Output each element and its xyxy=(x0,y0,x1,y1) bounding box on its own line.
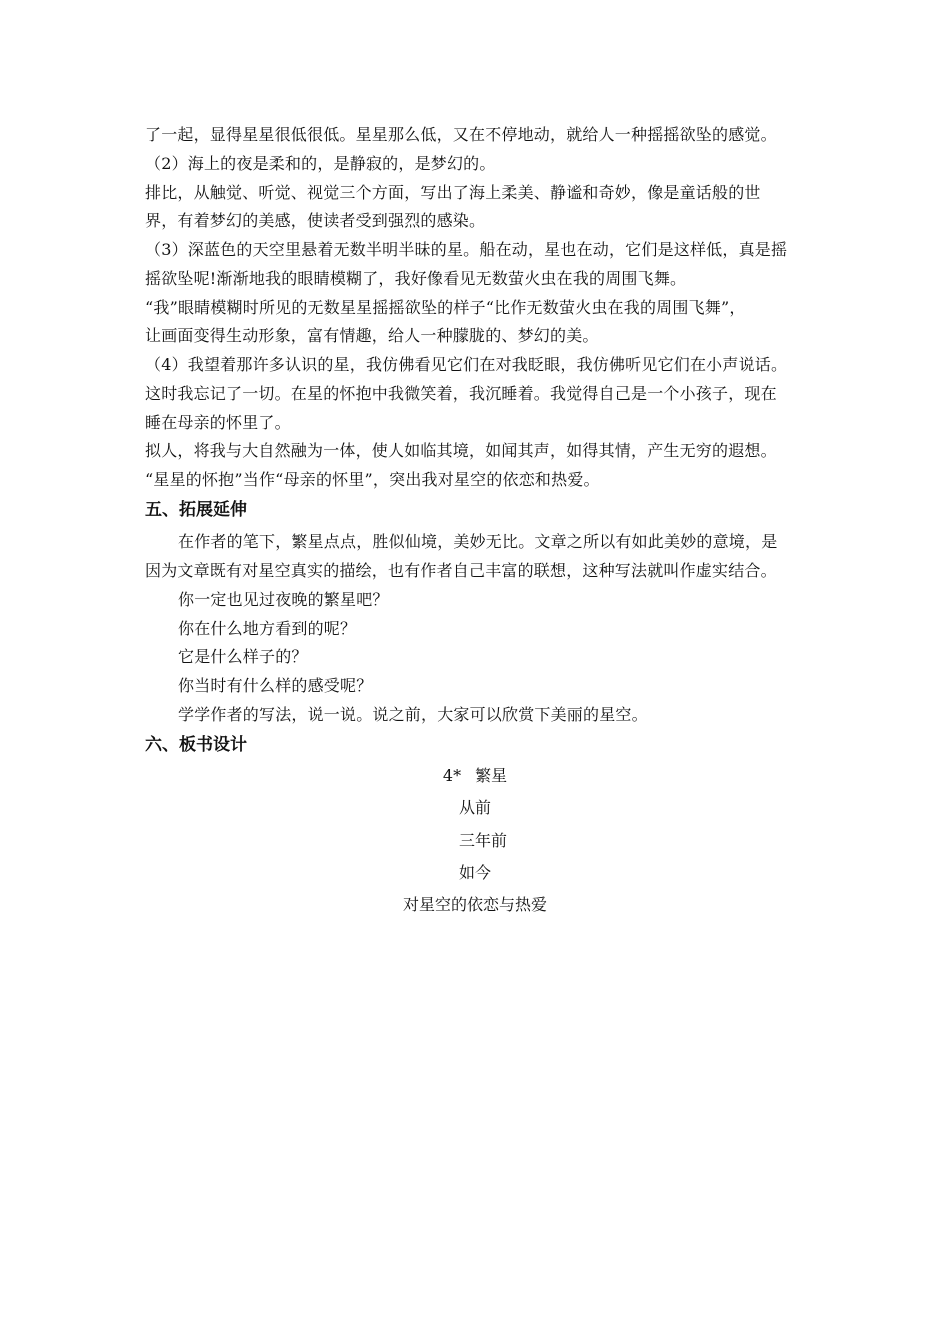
text-line: （4）我望着那许多认识的星，我仿佛看见它们在对我眨眼，我仿佛听见它们在小声说话。 xyxy=(145,355,788,374)
text-line: 学学作者的写法，说一说。说之前，大家可以欣赏下美丽的星空。 xyxy=(178,705,648,724)
text-line: 睡在母亲的怀里了。 xyxy=(145,413,291,432)
text-line: 界，有着梦幻的美感，使读者受到强烈的感染。 xyxy=(145,211,486,230)
text-line: 了一起，显得星星很低很低。星星那么低，又在不停地动，就给人一种摇摇欲坠的感觉。 xyxy=(145,125,777,144)
question-line: 它是什么样子的？ xyxy=(178,647,308,666)
text-line: 摇欲坠呢!渐渐地我的眼睛模糊了，我好像看见无数萤火虫在我的周围飞舞。 xyxy=(145,269,687,288)
board-title-number: 4* xyxy=(442,766,462,785)
text-line: 这时我忘记了一切。在星的怀抱中我微笑着，我沉睡着。我觉得自己是一个小孩子，现在 xyxy=(145,384,777,403)
question-line: 你在什么地方看到的呢？ xyxy=(178,619,357,638)
section-heading-extension: 五、拓展延伸 xyxy=(145,500,247,520)
board-title xyxy=(0,766,950,786)
question-line: 你当时有什么样的感受呢？ xyxy=(178,676,373,695)
board-title-text: 繁星 xyxy=(475,766,508,785)
text-line: （2）海上的夜是柔和的，是静寂的，是梦幻的。 xyxy=(145,154,496,173)
text-line: 让画面变得生动形象，富有情趣，给人一种朦胧的、梦幻的美。 xyxy=(145,326,599,345)
board-summary: 对星空的依恋与热爱 xyxy=(402,895,547,914)
question-line: 你一定也见过夜晚的繁星吧？ xyxy=(178,590,389,609)
text-line: 排比，从触觉、听觉、视觉三个方面，写出了海上柔美、静谧和奇妙，像是童话般的世 xyxy=(145,183,761,202)
board-item: 三年前 xyxy=(458,831,507,850)
board-item: 从前 xyxy=(458,798,491,817)
text-line: 拟人，将我与大自然融为一体，使人如临其境，如闻其声，如得其情，产生无穷的遐想。 xyxy=(145,441,777,460)
text-line: “星星的怀抱”当作“母亲的怀里”，突出我对星空的依恋和热爱。 xyxy=(145,470,600,489)
board-item: 如今 xyxy=(458,863,491,882)
text-line: （3）深蓝色的天空里悬着无数半明半昧的星。船在动，星也在动，它们是这样低，真是摇 xyxy=(145,240,788,259)
section-heading-board-design: 六、板书设计 xyxy=(145,735,247,755)
text-line: 在作者的笔下，繁星点点，胜似仙境，美妙无比。文章之所以有如此美妙的意境，是 xyxy=(178,532,778,551)
text-line: “我”眼睛模糊时所见的无数星星摇摇欲坠的样子“比作无数萤火虫在我的周围飞舞”， xyxy=(145,298,746,317)
text-line: 因为文章既有对星空真实的描绘，也有作者自己丰富的联想，这种写法就叫作虚实结合。 xyxy=(145,561,777,580)
